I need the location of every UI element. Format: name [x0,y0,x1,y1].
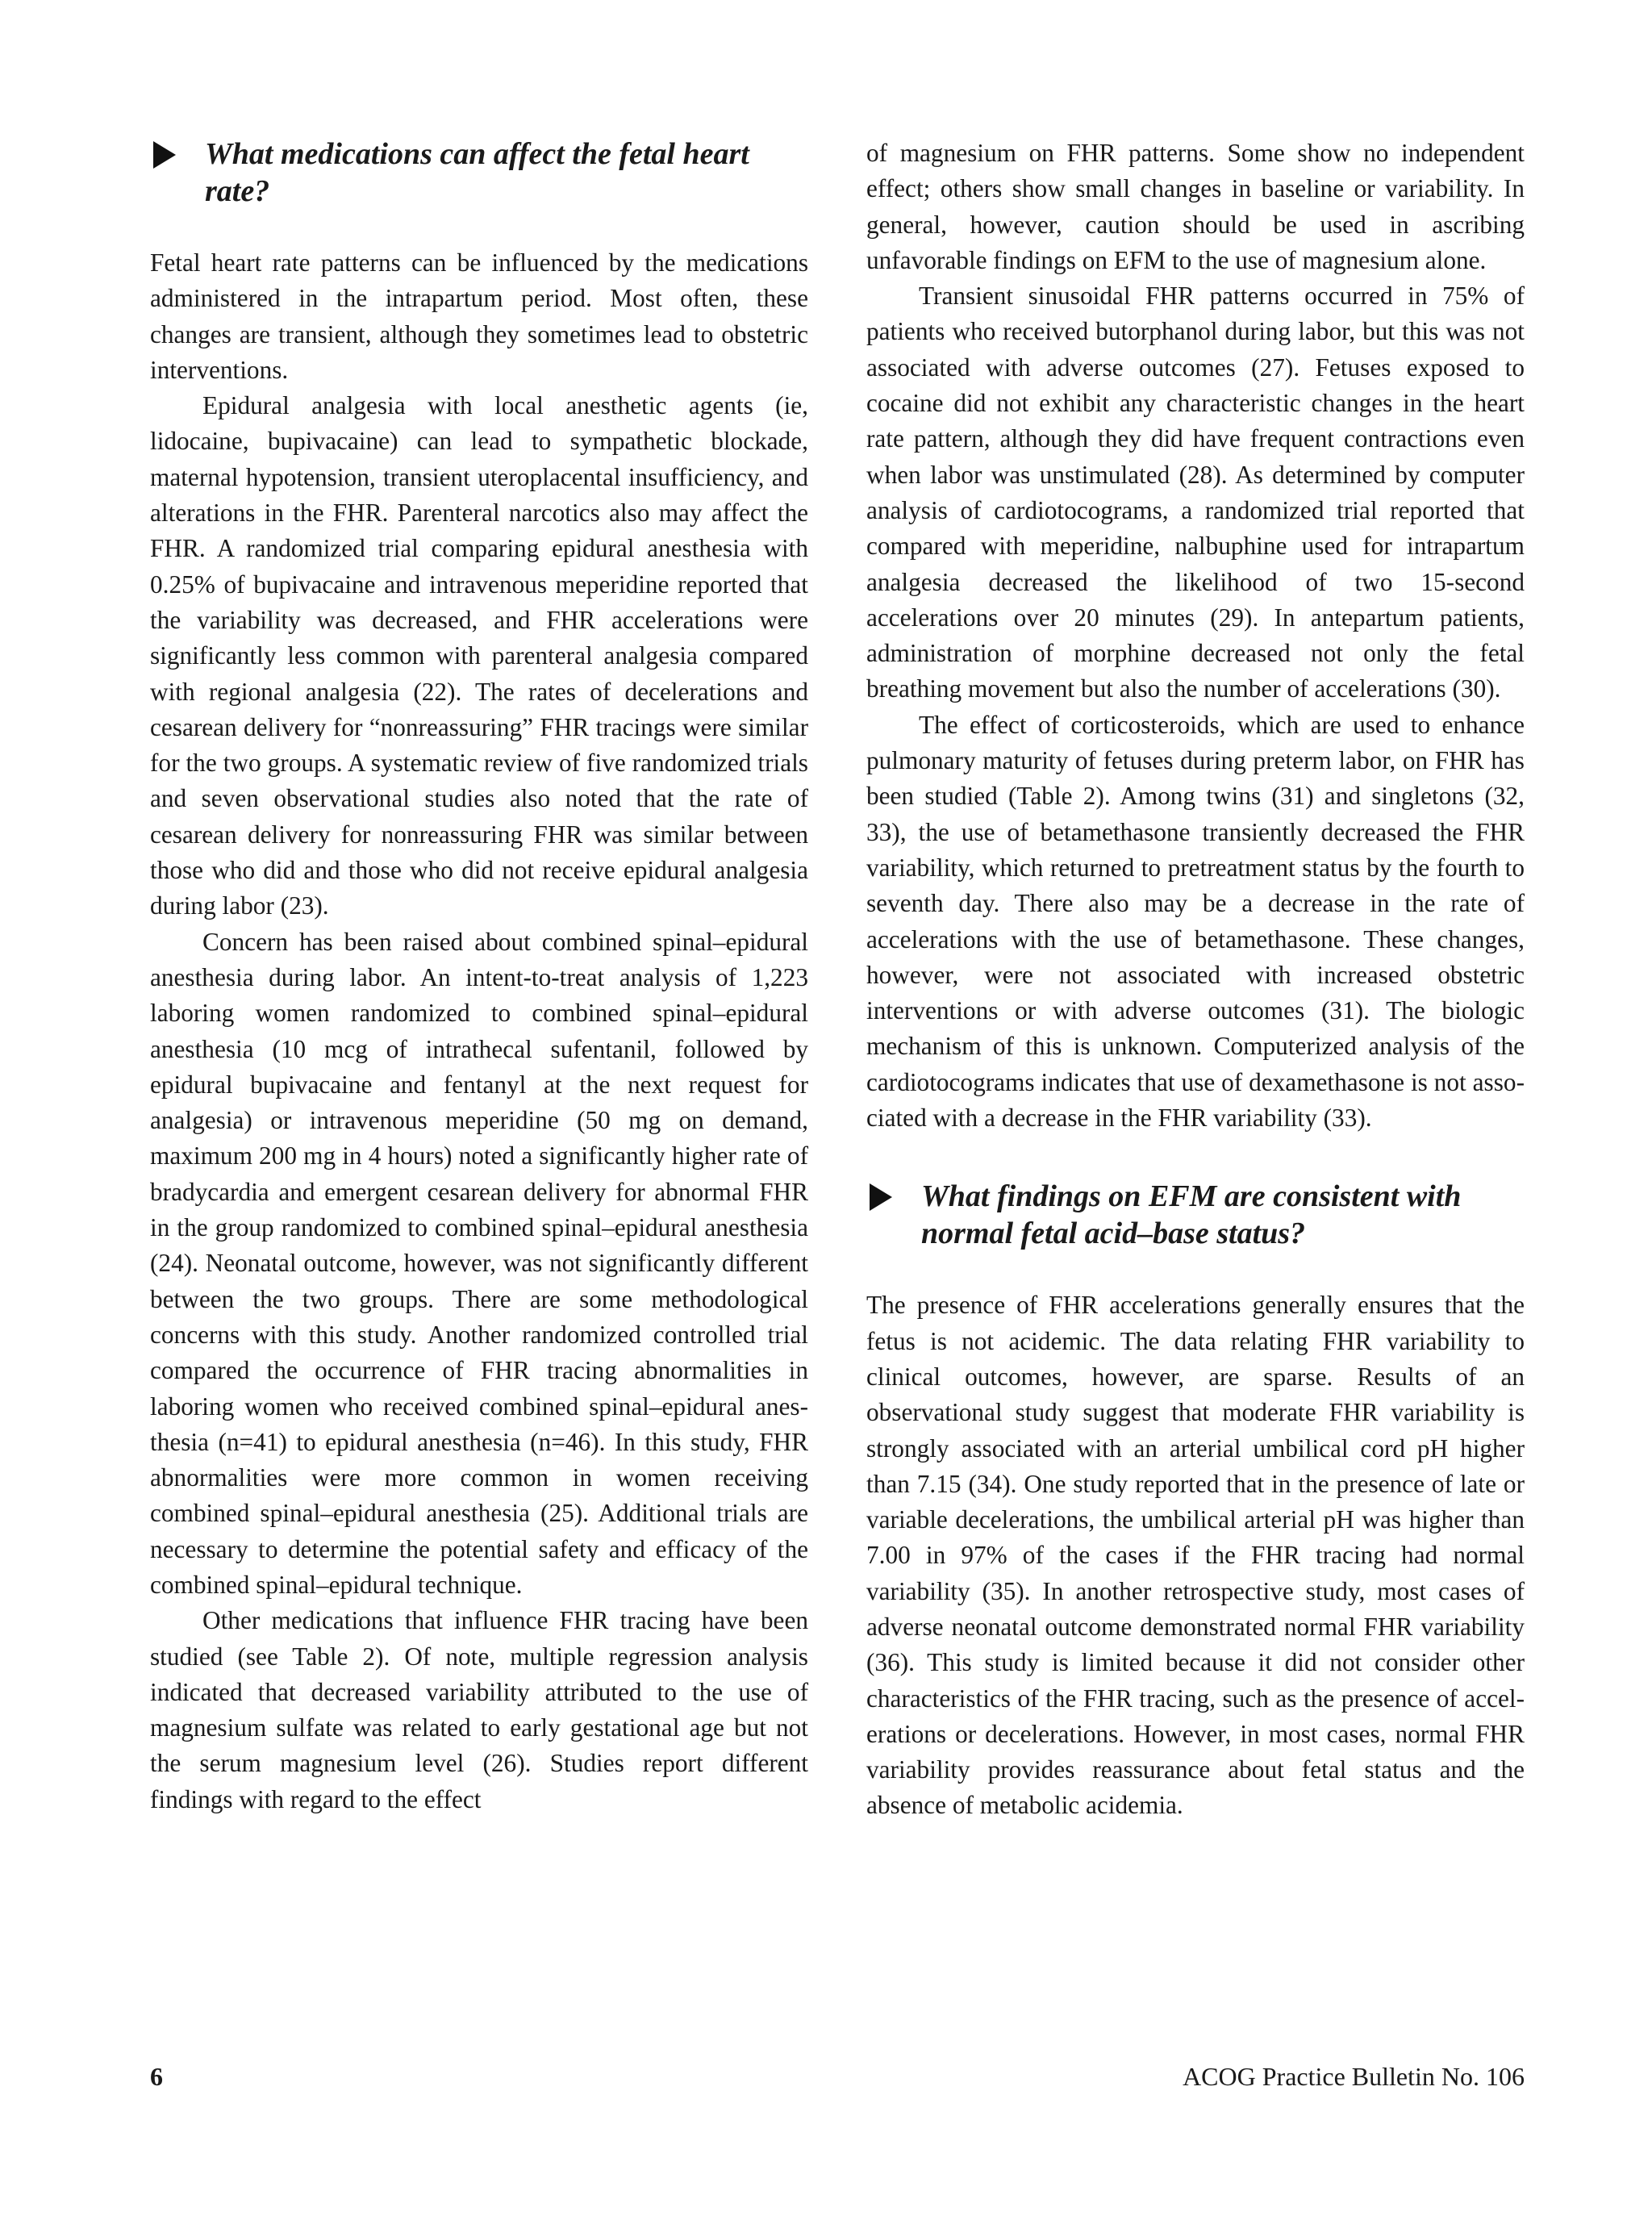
triangle-bullet-icon [870,1183,892,1211]
question-heading-efm-findings [866,1178,1525,1252]
right-column [866,136,1525,1824]
left-column [150,136,808,1817]
page-number: 6 [150,2062,163,2091]
running-footer-title: ACOG Practice Bulletin No. 106 [1183,2062,1525,2091]
paragraph: The presence of FHR accelerations generally ensures that the fetus is not acidemic. The data relating FHR variability to clinical outcomes, however, are sparse. Results of an observational study suggest that moderate FHR variability is strongly associated with an arterial umbilical cord pH higher than 7.15 (34). One study reported that in the presence of late or variable decelerations, the umbilical arterial pH was higher than 7.00 in 97% of the cases if the FHR tracing had normal variability (35). In another retrospective study, most cases of adverse neonatal outcome demonstrated normal FHR variability (36). This study is limited because it did not consider other characteristics of the FHR tracing, such as the presence of accelerations or decelerations. However, in most cases, normal FHR variability provides reassurance about fetal status and the absence of metabolic acidemia. [866,1291,1525,1820]
paragraph: Fetal heart rate patterns can be influenced by the medications administered in the intrapartum period. Most often, these changes are transient, although they sometimes lead to obstetric interventions. [150,248,808,384]
question-heading-medications [150,136,808,210]
question-heading-text: What medications can affect the fetal heart rate? [205,137,749,208]
paragraph: The effect of corticosteroids, which are used to enhance pulmonary maturity of fetuses during preterm labor, on FHR has been studied (Table 2). Among twins (31) and singletons (32, 33), the use of betamethasone transiently decreased the FHR variability, which returned to pretreatment status by the fourth to seventh day. There also may be a decrease in the rate of accelerations with the use of betamethasone. These changes, however, were not associated with increased obstetric interventions or with adverse outcomes (31). The biologic mechanism of this is unknown. Computerized analysis of the cardiotocograms indicates that use of dexamethasone is not associated with a decrease in the FHR variability (33). [866,710,1525,1133]
question-heading-text: What findings on EFM are consistent with normal fetal acid–base status? [921,1179,1462,1251]
paragraph: Concern has been raised about combined spinal–epidural anesthesia during labor. An intent-to-treat analysis of 1,223 laboring women randomized to combined spinal–epidural anesthesia (10 mcg of intrathecal sufentanil, followed by epidural bupivacaine and fentanyl at the next request for analgesia) or intravenous meperidine (50 mg on demand, maximum 200 mg in 4 hours) noted a significantly higher rate of bradycardia and emergent cesarean delivery for abnormal FHR in the group randomized to combined spinal–epidural anesthesia (24). Neonatal outcome, however, was not significantly different between the two groups. There are some methodological concerns with this study. Another randomized controlled trial compared the occurrence of FHR tracing abnormalities in laboring women who received combined spinal–epidural anesthesia (n=41) to epidural anesthesia (n=46). In this study, FHR abnormalities were more common in women receiving combined spinal–epidural anesthesia (25). Additional trials are necessary to determine the potential safety and efficacy of the combined spinal–epidural technique. [150,927,808,1599]
paragraph: Transient sinusoidal FHR patterns occurred in 75% of patients who received butorphanol during labor, but this was not associated with adverse outcomes (27). Fetuses exposed to cocaine did not exhibit any characteristic changes in the heart rate pattern, although they did have frequent contractions even when labor was unstimulated (28). As determined by computer analysis of cardiotocograms, a randomized trial reported that compared with meperidine, nalbuphine used for intrapartum analgesia decreased the likelihood of two 15-second accelerations over 20 minutes (29). In antepartum patients, administration of morphine decreased not only the fetal breathing movement but also the number of accelerations (30). [866,282,1525,703]
section-spacer [866,1136,1525,1178]
triangle-bullet-icon [153,141,176,169]
paragraph: Other medications that influence FHR tracing have been studied (see Table 2). Of note, multiple regression analysis indicated that decreased variability attributed to the use of magnesium sulfate was related to early gestational age but not the serum magnesium level (26). Studies report different findings with regard to the effect [150,1606,808,1813]
paragraph: of magnesium on FHR patterns. Some show no independent effect; others show small changes in baseline or variability. In general, however, caution should be used in ascribing unfavorable findings on EFM to the use of magnesium alone. [866,139,1525,274]
paragraph: Epidural analgesia with local anesthetic agents (ie, lidocaine, bupivacaine) can lead to sympathetic blockade, maternal hypotension, transient uteroplacental insufficiency, and alterations in the FHR. Parenteral narcotics also may affect the FHR. A randomized trial comparing epidural anesthesia with 0.25% of bupivacaine and intravenous meperidine reported that the variability was decreased, and FHR accelerations were significantly less common with parenteral analgesia compared with regional analgesia (22). The rates of decelerations and cesarean delivery for “nonreassuring” FHR tracings were similar for the two groups. A systematic review of five randomized trials and seven observational studies also noted that the rate of cesarean delivery for nonreassuring FHR was similar between those who did and those who did not receive epidural analgesia during labor (23). [150,391,808,920]
